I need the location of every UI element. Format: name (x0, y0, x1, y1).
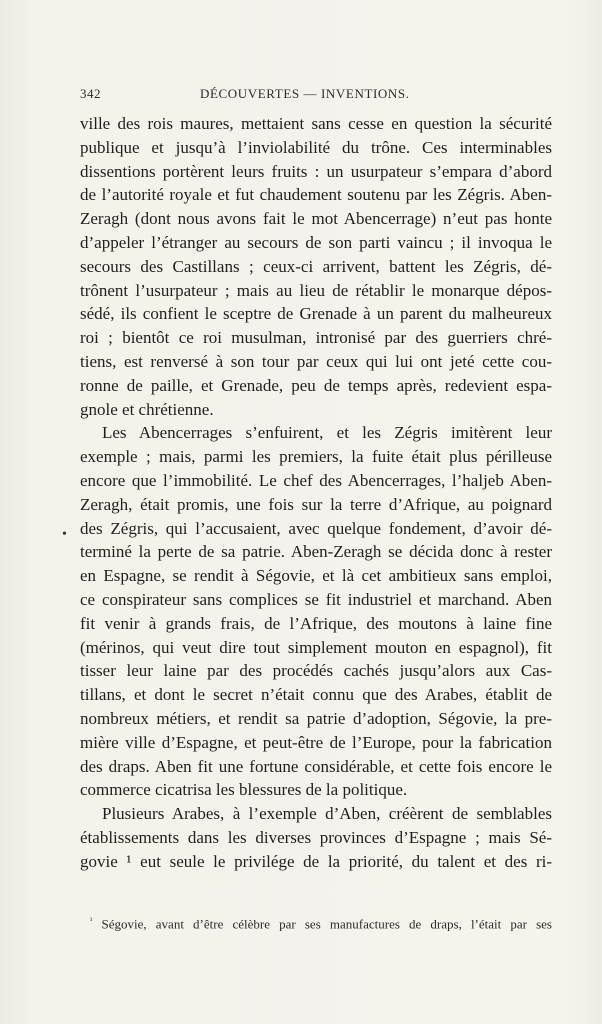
text-line: de l’autorité royale et fut chaudement soutenu par les Zégris. Aben- (80, 185, 552, 205)
text-line: commerce cicatrisa les blessures de la politique. (80, 780, 408, 800)
text-line: ce conspirateur sans complices se fit industriel et marchand. Aben (80, 589, 552, 609)
text-line: tillans, et dont le secret n’était connu que des Arabes, établit de (80, 685, 552, 705)
text-line: encore que l’immobilité. Le chef des Abencerrages, l’haljeb Aben- (80, 470, 552, 490)
body-text (80, 112, 552, 874)
text-line: tisser leur laine par des procédés cachés jusqu’alors aux Cas- (80, 661, 552, 681)
page-header (80, 86, 552, 106)
text-line: trônent l’usurpateur ; mais au lieu de rétablir le monarque dépos- (80, 280, 552, 300)
text-line: publique et jusqu’à l’inviolabilité du trône. Ces interminables (80, 137, 552, 157)
text-line: terminé la perte de sa patrie. Aben-Zeragh se décida donc à rester (80, 542, 552, 562)
text-line: des Zégris, qui l’accusaient, avec quelque fondement, d’avoir dé- (80, 518, 552, 538)
text-line: Zeragh (dont nous avons fait le mot Abencerrage) n’eut pas honte (80, 209, 552, 229)
footnote-marker: ¹ (90, 916, 93, 925)
text-line: tiens, est renversé à son tour par ceux qui lui ont jeté cette cou- (80, 351, 552, 371)
text-line: Plusieurs Arabes, à l’exemple d’Aben, créèrent de semblables (102, 804, 552, 824)
text-line: mière ville d’Espagne, et peut-être de l’Europe, pour la fabrication (80, 732, 552, 752)
page-number: 342 (80, 86, 101, 101)
text-line: secours des Castillans ; ceux-ci arrivent, battent les Zégris, dé- (80, 256, 552, 276)
footnote-text: Ségovie, avant d’être célèbre par ses manufactures de draps, l’était par ses (92, 916, 552, 932)
text-line: établissements dans les diverses provinces d’Espagne ; mais Sé- (80, 827, 552, 847)
text-line: govie ¹ eut seule le privilége de la priorité, du talent et des ri- (80, 851, 552, 871)
margin-mark: • (62, 527, 67, 542)
text-line: ronne de paille, et Grenade, peu de temps après, redevient espa- (80, 375, 552, 395)
text-line: d’appeler l’étranger au secours de son parti vaincu ; il invoqua le (80, 232, 552, 252)
footnote (90, 916, 552, 932)
running-title: DÉCOUVERTES — INVENTIONS. (200, 86, 410, 101)
text-line: Zeragh, était promis, une fois sur la terre d’Afrique, au poignard (80, 494, 552, 514)
text-line: gnole et chrétienne. (80, 399, 214, 419)
text-line: sédé, ils confient le sceptre de Grenade à un parent du malheureux (80, 304, 552, 324)
text-line: (mérinos, qui veut dire tout simplement mouton en espagnol), fit (80, 637, 552, 657)
text-line: fit venir à grands frais, de l’Afrique, des moutons à laine fine (80, 613, 552, 633)
text-line: roi ; bientôt ce roi musulman, intronisé par des guerriers chré- (80, 328, 552, 348)
text-line: des draps. Aben fit une fortune considérable, et cette fois encore le (80, 756, 552, 776)
text-line: Les Abencerrages s’enfuirent, et les Zégris imitèrent leur (102, 423, 552, 443)
text-line: dissentions portèrent leurs fruits : un usurpateur s’empara d’abord (80, 161, 552, 181)
text-line: nombreux métiers, et rendit sa patrie d’adoption, Ségovie, la pre- (80, 708, 552, 728)
text-line: en Espagne, se rendit à Ségovie, et là cet ambitieux sans emploi, (80, 566, 552, 586)
text-line: ville des rois maures, mettaient sans cesse en question la sécurité (80, 114, 552, 133)
text-line: exemple ; mais, parmi les premiers, la fuite était plus périlleuse (80, 447, 552, 467)
